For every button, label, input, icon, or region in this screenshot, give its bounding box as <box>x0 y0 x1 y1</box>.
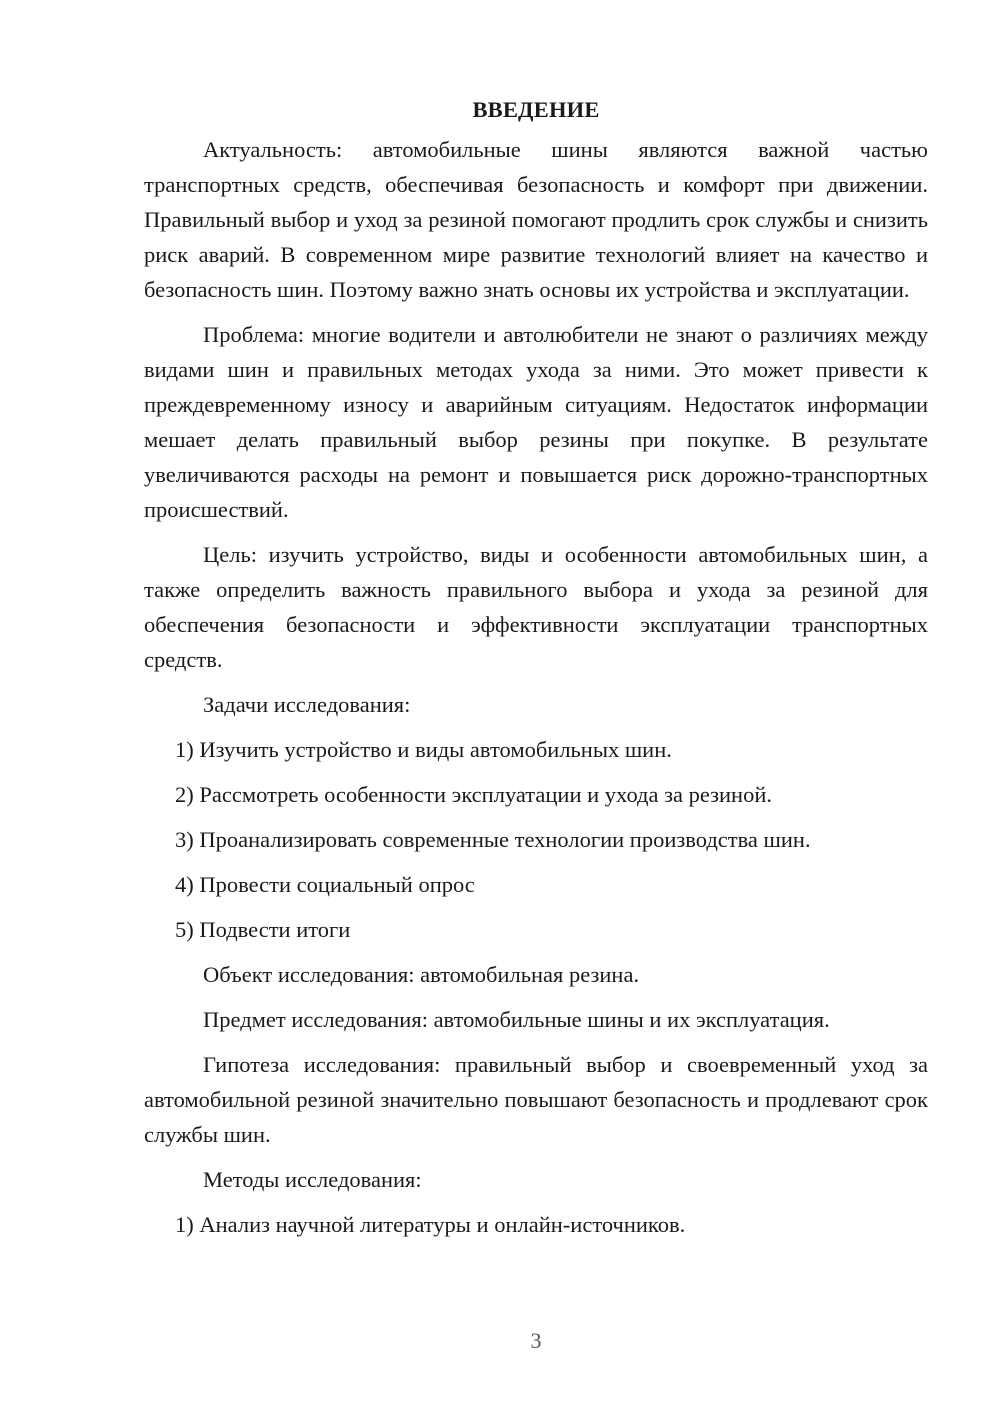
list-item: 2) Рассмотреть особенности эксплуатации и ухода за резиной. <box>175 782 773 807</box>
methods-list <box>144 1207 928 1242</box>
paragraph-relevance: Актуальность: автомобильные шины являются важной частью транспортных средств, обеспечивая безопасность и комфорт при движении. Правильный выбор и уход за резиной помогают продлить срок службы и снизить риск аварий. В современном мире развитие технологий влияет на качество и безопасность шин. Поэтому важно знать основы их устройства и эксплуатации. <box>144 137 928 302</box>
paragraph-hypothesis: Гипотеза исследования: правильный выбор и своевременный уход за автомобильной резиной значительно повышают безопасность и продлевают срок службы шин. <box>144 1052 928 1147</box>
tasks-title: Задачи исследования: <box>203 692 411 717</box>
paragraph-goal: Цель: изучить устройство, виды и особенности автомобильных шин, а также определить важность правильного выбора и ухода за резиной для обеспечения безопасности и эффективности эксплуатации транспортных средств. <box>144 542 928 672</box>
page-number: 3 <box>530 1328 542 1353</box>
list-item: 5) Подвести итоги <box>175 917 351 942</box>
section-heading: ВВЕДЕНИЕ <box>472 97 600 122</box>
list-item: 1) Анализ научной литературы и онлайн-источников. <box>175 1212 686 1237</box>
research-subject: Предмет исследования: автомобильные шины и их эксплуатация. <box>203 1007 830 1032</box>
research-object: Объект исследования: автомобильная резина. <box>203 962 640 987</box>
list-item: 4) Провести социальный опрос <box>175 872 475 897</box>
list-item: 1) Изучить устройство и виды автомобильных шин. <box>175 737 672 762</box>
paragraph-problem: Проблема: многие водители и автолюбители не знают о различиях между видами шин и правильных методах ухода за ними. Это может привести к преждевременному износу и аварийным ситуациям. Недостаток информации мешает делать правильный выбор резины при покупке. В результате увеличиваются расходы на ремонт и повышается риск дорожно-транспортных происшествий. <box>144 322 928 522</box>
methods-title: Методы исследования: <box>203 1167 422 1192</box>
document-body <box>144 92 928 1252</box>
tasks-list <box>144 732 928 947</box>
list-item: 3) Проанализировать современные технологии производства шин. <box>175 827 811 852</box>
